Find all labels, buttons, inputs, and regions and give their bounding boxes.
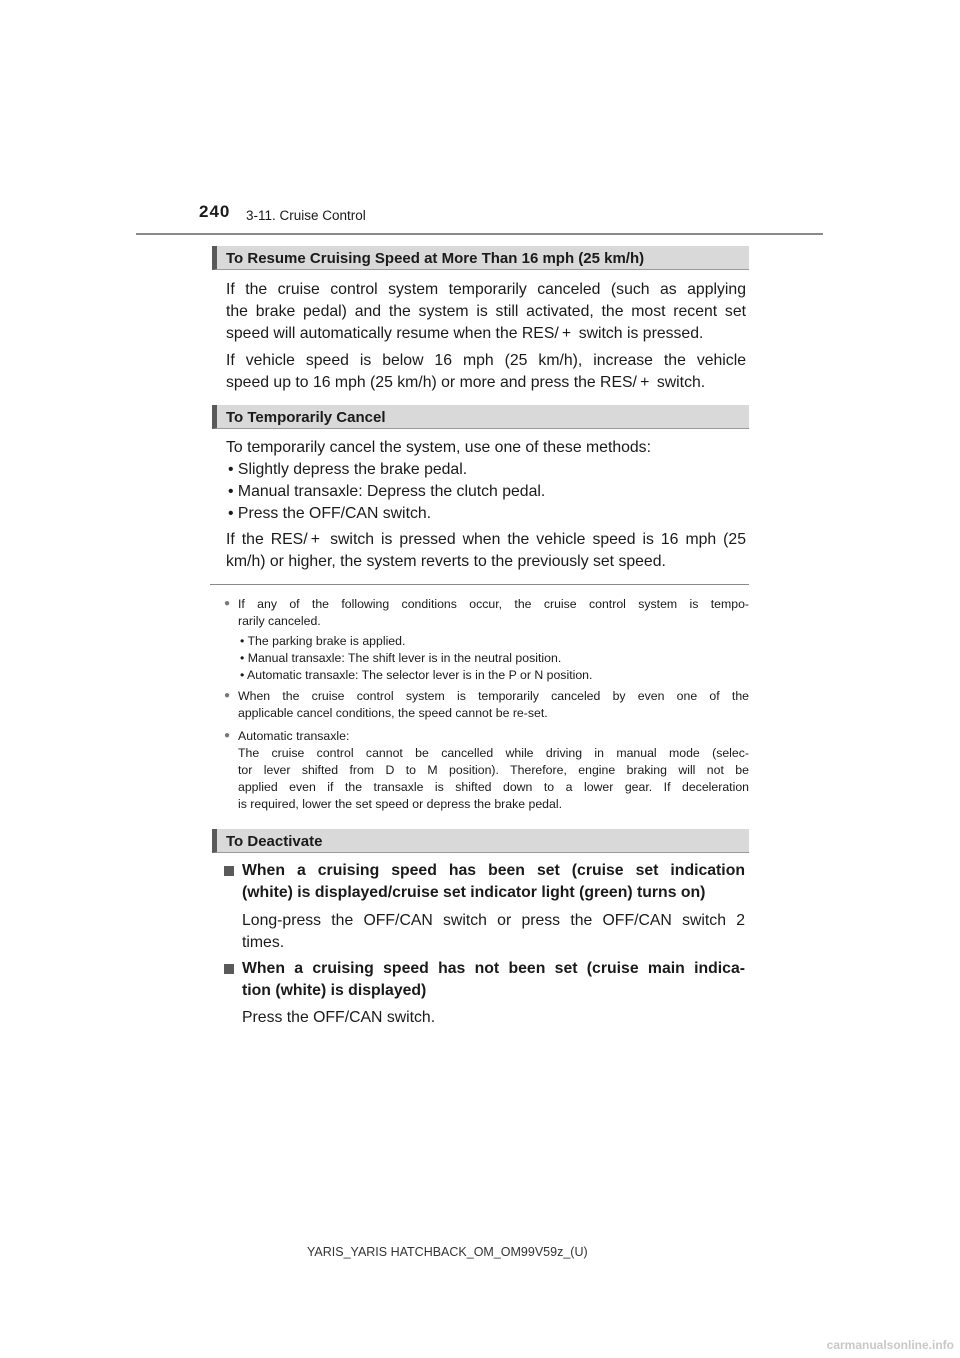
note-sub-item: • The parking brake is applied. — [240, 634, 406, 648]
page-number: 240 — [199, 202, 231, 221]
note-bullet-icon: ● — [224, 730, 231, 741]
chapter-title: 3-11. Cruise Control — [246, 208, 366, 223]
deactivate-body-line: Press the OFF/CAN switch. — [242, 1009, 436, 1026]
square-bullet-icon — [224, 866, 234, 876]
note-sub-item: • Automatic transaxle: The selector lever is in the P or N position. — [240, 668, 593, 682]
cancel-outro-line: If the RES/ + switch is pressed when the vehicle speed is 16 mph (25 — [226, 531, 746, 548]
resume-paragraph-line: speed will automatically resume when the RES/ + switch is pressed. — [226, 325, 704, 342]
resume-paragraph-line: the brake pedal) and the system is still activated, the most recent set — [226, 303, 746, 320]
resume-speed-line: If vehicle speed is below 16 mph (25 km/h), increase the vehicle — [226, 352, 746, 369]
site-watermark: carmanualsonline.info — [826, 1338, 954, 1352]
note-line: applied even if the transaxle is shifted down to a lower gear. If deceleration — [238, 780, 749, 794]
note-line: When the cruise control system is temporarily canceled by even one of the — [238, 689, 749, 703]
deactivate-body-line: times. — [242, 934, 285, 951]
section-heading-deactivate-label: To Deactivate — [226, 833, 323, 850]
cancel-outro-line: km/h) or higher, the system reverts to the previously set speed. — [226, 553, 666, 570]
note-line: tor lever shifted from D to M position). Therefore, engine braking will not be — [238, 763, 749, 777]
deactivate-heading-line: tion (white) is displayed) — [242, 982, 427, 999]
square-bullet-icon — [224, 964, 234, 974]
section-heading-resume-label: To Resume Cruising Speed at More Than 16 mph (25 km/h) — [226, 250, 645, 267]
document-code: YARIS_YARIS HATCHBACK_OM_OM99V59z_(U) — [307, 1245, 588, 1259]
note-line: applicable cancel conditions, the speed cannot be re-set. — [238, 706, 548, 720]
deactivate-body-line: Long-press the OFF/CAN switch or press the OFF/CAN switch 2 — [242, 912, 745, 929]
note-sub-item: • Manual transaxle: The shift lever is in the neutral position. — [240, 651, 562, 665]
section-heading-deactivate — [212, 829, 749, 853]
note-line: rarily canceled. — [238, 614, 321, 628]
header-divider — [136, 233, 823, 235]
deactivate-heading-line: When a cruising speed has been set (cruise set indication — [242, 862, 745, 879]
section-heading-resume — [212, 246, 749, 270]
cancel-method-item: • Manual transaxle: Depress the clutch pedal. — [228, 483, 546, 500]
deactivate-heading-line: When a cruising speed has not been set (cruise main indica- — [242, 960, 745, 977]
note-line: If any of the following conditions occur, the cruise control system is tempo- — [238, 597, 749, 611]
resume-speed-line: speed up to 16 mph (25 km/h) or more and press the RES/ + switch. — [226, 374, 706, 391]
section-heading-cancel — [212, 405, 749, 429]
cancel-intro: To temporarily cancel the system, use one of these methods: — [226, 439, 651, 456]
cancel-method-item: • Press the OFF/CAN switch. — [228, 505, 432, 522]
note-line: The cruise control cannot be cancelled while driving in manual mode (selec- — [238, 746, 749, 760]
section-heading-cancel-label: To Temporarily Cancel — [226, 409, 386, 426]
note-line: Automatic transaxle: — [238, 729, 350, 743]
cancel-method-item: • Slightly depress the brake pedal. — [228, 461, 468, 478]
resume-paragraph-line: If the cruise control system temporarily canceled (such as applying — [226, 281, 746, 298]
note-bullet-icon: ● — [224, 598, 231, 609]
note-bullet-icon: ● — [224, 690, 231, 701]
deactivate-heading-line: (white) is displayed/cruise set indicator light (green) turns on) — [242, 884, 706, 901]
notes-divider — [210, 584, 749, 585]
note-line: is required, lower the set speed or depress the brake pedal. — [238, 797, 563, 811]
